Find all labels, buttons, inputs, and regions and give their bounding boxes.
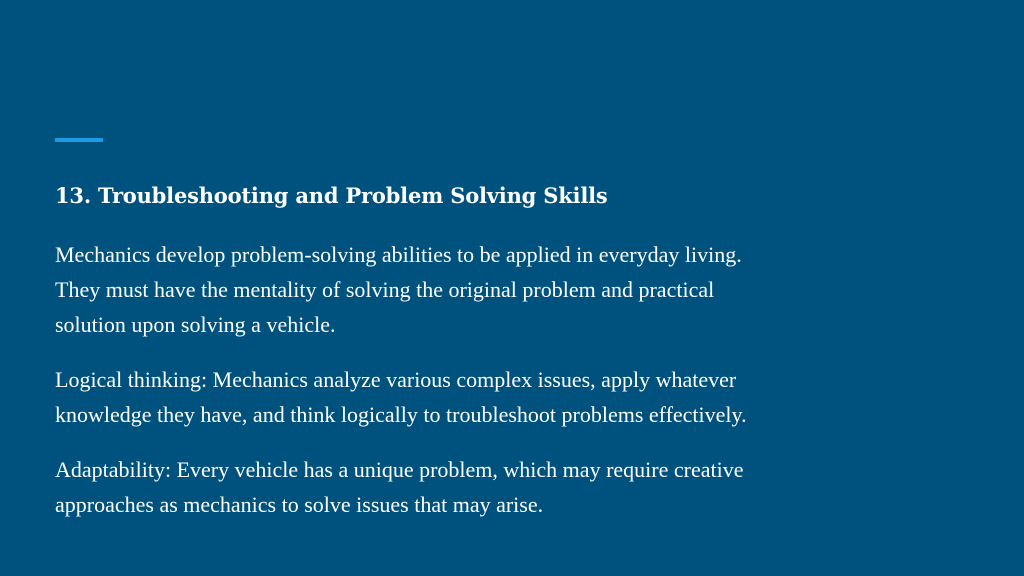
slide-title: 13. Troubleshooting and Problem Solving Skills [55, 183, 608, 208]
accent-line [55, 138, 103, 142]
paragraph-logical-thinking [55, 362, 975, 432]
paragraph-line: They must have the mentality of solving the original problem and practical [55, 277, 715, 302]
paragraph-adaptability [55, 452, 975, 522]
paragraph-line: Adaptability: Every vehicle has a unique problem, which may require creative [55, 457, 744, 482]
paragraph-line: knowledge they have, and think logically to troubleshoot problems effectively. [55, 402, 747, 427]
paragraph-line: solution upon solving a vehicle. [55, 312, 336, 337]
paragraph-line: Logical thinking: Mechanics analyze various complex issues, apply whatever [55, 367, 737, 392]
slide-content [55, 178, 975, 522]
paragraph-line: Mechanics develop problem-solving abilities to be applied in everyday living. [55, 242, 742, 267]
paragraph-line: approaches as mechanics to solve issues that may arise. [55, 492, 544, 517]
paragraph-problem-solving [55, 237, 975, 342]
